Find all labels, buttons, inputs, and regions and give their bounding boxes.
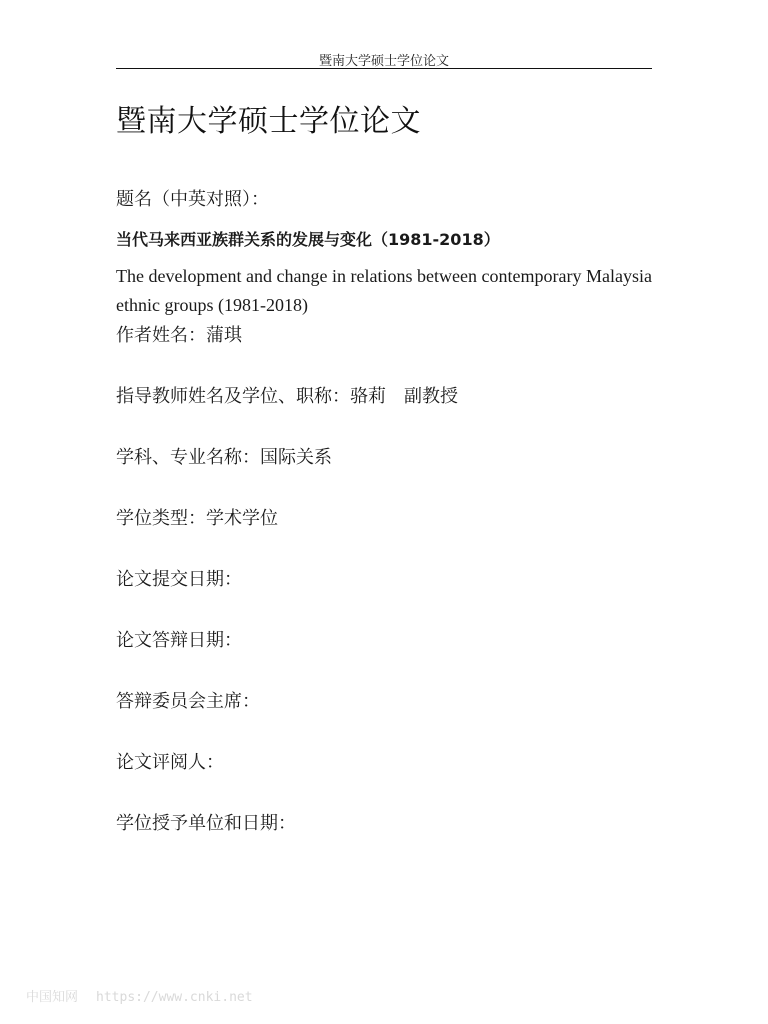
advisor-label: 指导教师姓名及学位、职称：骆莉: [116, 386, 386, 407]
degree-type-field: 学位类型：学术学位: [116, 508, 278, 529]
grant-unit-field: 学位授予单位和日期：: [116, 813, 296, 834]
submit-date-field: 论文提交日期：: [116, 569, 242, 590]
watermark-site-name: 中国知网: [26, 990, 79, 1005]
running-header: 暨南大学硕士学位论文: [318, 54, 449, 69]
advisor-field: [116, 385, 652, 409]
title-label: 题名（中英对照）：: [116, 189, 269, 210]
committee-chair-field: 答辩委员会主席：: [116, 691, 260, 712]
watermark-url: https://www.cnki.net: [96, 990, 253, 1005]
chinese-title: 当代马来西亚族群关系的发展与变化（1981-2018）: [116, 230, 500, 249]
page-title: 暨南大学硕士学位论文: [116, 104, 421, 139]
major-field: 学科、专业名称：国际关系: [116, 447, 332, 468]
defense-date-field: 论文答辩日期：: [116, 630, 242, 651]
advisor-title: 副教授: [404, 386, 458, 407]
author-field: 作者姓名：蒲琪: [116, 325, 242, 346]
cnki-watermark: [26, 986, 253, 1005]
english-title: The development and change in relations between contemporary Malaysia ethnic groups (1981-2018): [116, 266, 652, 315]
header-rule: [116, 68, 652, 69]
reviewers-field: 论文评阅人：: [116, 752, 224, 773]
